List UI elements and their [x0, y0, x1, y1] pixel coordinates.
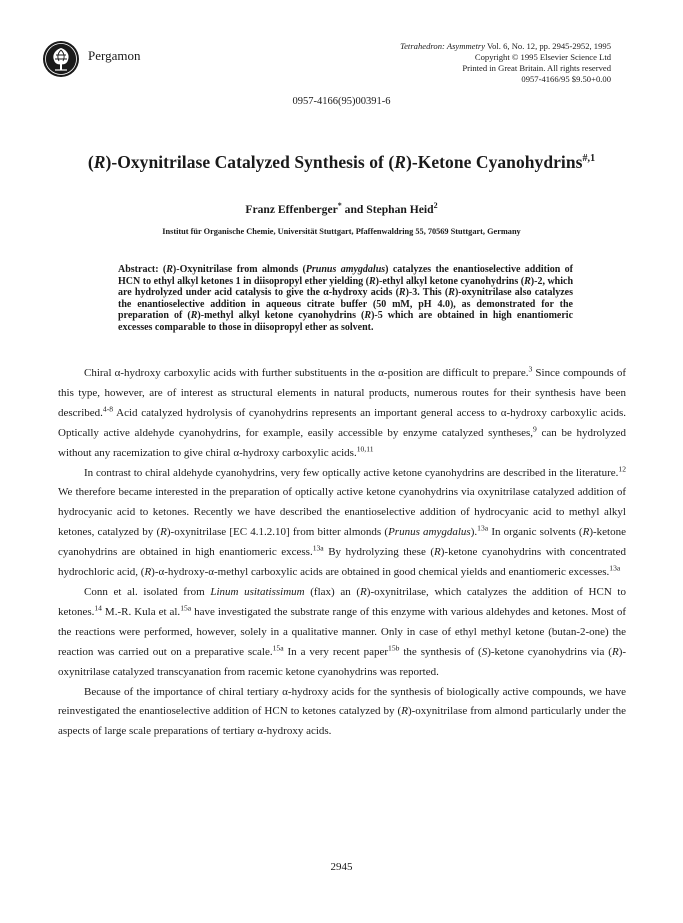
reference-marker: 13a [477, 523, 489, 533]
article-title: (R)-Oxynitrilase Catalyzed Synthesis of (R)-Ketone Cyanohydrins$^{\#,1}$ [87, 152, 596, 172]
copyright-line: Copyright © 1995 Elsevier Science Ltd [474, 52, 611, 62]
affiliation: Institut für Organische Chemie, Universität Stuttgart, Pfaffenwaldring 55, 70569 Stuttgart, Germany [162, 227, 521, 236]
reference-marker: 12 [618, 463, 626, 473]
paragraph-2: In contrast to chiral aldehyde cyanohydrins, very few optically active ketone cyanohydrins are described in the literature.$^{12}$ We therefore became interested in the preparation of optically active ketone cyanohydrins via oxynitrilase catalyzed addition of hydrocyanic acid to ketones. Recently we have described the enantioselective addition of hydrocyanic acid to methyl alkyl ketones, catalyzed by (R)-oxynitrilase [EC 4.1.2.10] from bitter almonds (Prunus amygdalus).$^{13a}$ In organic solvents (R)-ketone cyanohydrins are obtained in high enantiomeric excess.$^{13a}$ By hydrolyzing these (R)-ketone cyanohydrins with concentrated hydrochloric acid, (R)-α-hydroxy-α-methyl carboxylic acids are obtained in good chemical yields and enantiomeric excesses.$^{13a}$ [58, 463, 626, 579]
page-number: 2945 [330, 861, 353, 873]
body-text [58, 364, 626, 742]
abstract-label: Abstract: [118, 264, 163, 275]
reference-marker: 15b [388, 643, 400, 653]
reference-marker: 9 [533, 424, 537, 434]
abstract: Abstract: (R)-Oxynitrilase from almonds (Prunus amygdalus) catalyzes the enantioselective addition of HCN to ethyl alkyl ketones 1 in diisopropyl ether yielding (R)-ethyl alkyl ketone cyanohydrins (R)-2, which are hydrolyzed under acid catalysis to give the α-hydroxy acids (R)-3. This (R)-oxynitrilase also catalyzes the enantioselective addition in aqueous citrate buffer (50 mM, pH 4.0), as demonstrated for the preparation of (R)-methyl alkyl ketone cyanohydrins (R)-5 which are obtained in high enantiomeric excesses comparable to those in diisopropyl ether as solvent. [118, 264, 574, 333]
reference-marker: 13a [609, 563, 621, 573]
journal-name: Tetrahedron: Asymmetry [400, 41, 486, 51]
journal-citation-block [291, 41, 611, 85]
title-footnote-marker: #,1 [582, 153, 596, 165]
printed-line: Printed in Great Britain. All rights reserved [462, 63, 611, 73]
reference-marker: 10,11 [356, 443, 374, 453]
author-1: Franz Effenberger [245, 202, 338, 216]
author-line: Franz Effenberger* and Stephan Heid$^2$ [245, 201, 438, 216]
issn-line: 0957-4166/95 $9.50+0.00 [521, 74, 611, 84]
article-identifier: 0957-4166(95)00391-6 [292, 96, 391, 107]
publisher-name: Pergamon [88, 48, 141, 63]
reference-marker: 15a [180, 603, 192, 613]
journal-citation [291, 41, 611, 52]
reference-marker: 15a [272, 643, 284, 653]
reference-marker: 14 [94, 603, 102, 613]
paragraph-1: Chiral α-hydroxy carboxylic acids with further substituents in the α-position are difficult to prepare.$^3$ Since compounds of this type, however, are of interest as structural elements in natural products, numerous routes for their synthesis have been described.$^{4-8}$ Acid catalyzed hydrolysis of cyanohydrins represents an important general access to α-hydroxy carboxylic acids. Optically active aldehyde cyanohydrins, for example, easily accessible by enzyme catalyzed syntheses,$^9$ can be hydrolyzed without any racemization to give chiral α-hydroxy carboxylic acids.$^{10,11}$ [58, 364, 626, 459]
author-2: and Stephan Heid [341, 202, 434, 216]
reference-marker: 3 [528, 364, 533, 374]
paragraph-3: Conn et al. isolated from Linum usitatissimum (flax) an (R)-oxynitrilase, which catalyzes the addition of HCN to ketones.$^{14}$ M.-R. Kula et al.$^{15a}$ have investigated the substrate range of this enzyme with various aldehydes and ketones. Most of the reactions were performed, however, solely in a qualitative manner. Only in case of ethyl methyl ketone (butan-2-one) the reaction was carried out on a preparative scale.$^{15a}$ In a very recent paper$^{15b}$ the synthesis of (S)-ketone cyanohydrins via (R)-oxynitrilase catalyzed transcyanation from racemic ketone cyanohydrins was reported. [58, 585, 627, 678]
reference-marker: 4-8 [102, 404, 114, 414]
paragraph-4: Because of the importance of chiral tertiary α-hydroxy acids for the synthesis of biologically active compounds, we have reinvestigated the enantioselective addition of HCN to ketones catalyzed by (R)-oxynitrilase from almond particularly under the aspects of large scale preparations of tertiary α-hydroxy acids. [58, 685, 626, 738]
reference-marker: 13a [312, 543, 324, 553]
journal-details: Vol. 6, No. 12, pp. 2945-2952, 1995 [485, 41, 611, 51]
pergamon-logo-icon [42, 40, 80, 78]
